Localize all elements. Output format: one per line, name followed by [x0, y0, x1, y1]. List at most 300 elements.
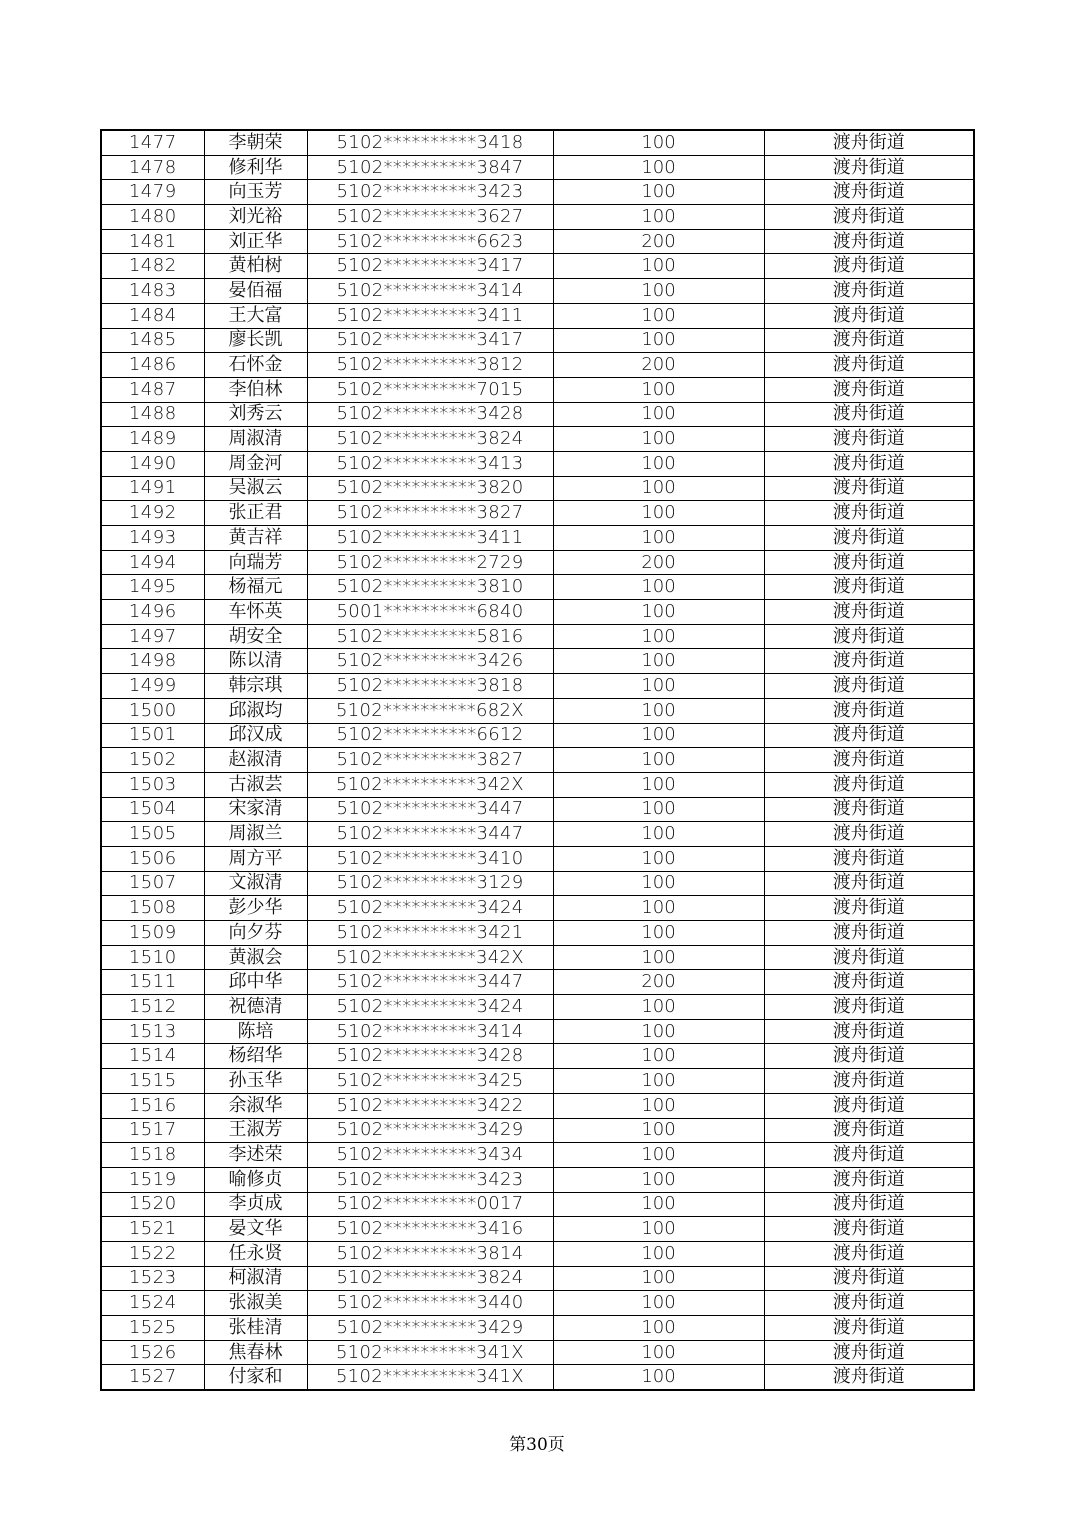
amount-cell: 100	[553, 1044, 764, 1069]
id-number-cell: 5102**********3414	[307, 1019, 553, 1044]
row-number-cell: 1522	[101, 1241, 204, 1266]
id-number-cell: 5102**********3447	[307, 822, 553, 847]
street-cell: 渡舟街道	[764, 377, 974, 402]
amount-cell: 100	[553, 1217, 764, 1242]
amount-cell: 100	[553, 1266, 764, 1291]
id-number-cell: 5102**********3812	[307, 353, 553, 378]
street-cell: 渡舟街道	[764, 1019, 974, 1044]
id-number-cell: 5102**********3820	[307, 476, 553, 501]
table-row	[101, 1118, 974, 1143]
street-cell: 渡舟街道	[764, 526, 974, 551]
row-number-cell: 1482	[101, 254, 204, 279]
street-cell: 渡舟街道	[764, 476, 974, 501]
name-cell: 胡安全	[204, 624, 307, 649]
id-number-cell: 5102**********3414	[307, 279, 553, 304]
id-number-cell: 5102**********3411	[307, 526, 553, 551]
row-number-cell: 1518	[101, 1143, 204, 1168]
name-cell: 韩宗琪	[204, 674, 307, 699]
id-number-cell: 5102**********341X	[307, 1365, 553, 1390]
id-number-cell: 5102**********3418	[307, 130, 553, 155]
id-number-cell: 5001**********6840	[307, 600, 553, 625]
table-row	[101, 205, 974, 230]
row-number-cell: 1499	[101, 674, 204, 699]
amount-cell: 100	[553, 377, 764, 402]
name-cell: 周淑清	[204, 427, 307, 452]
amount-cell: 100	[553, 575, 764, 600]
name-cell: 邱中华	[204, 970, 307, 995]
id-number-cell: 5102**********3824	[307, 427, 553, 452]
row-number-cell: 1486	[101, 353, 204, 378]
name-cell: 喻修贞	[204, 1167, 307, 1192]
name-cell: 任永贤	[204, 1241, 307, 1266]
id-number-cell: 5102**********6623	[307, 229, 553, 254]
table-row	[101, 229, 974, 254]
name-cell: 王淑芳	[204, 1118, 307, 1143]
amount-cell: 100	[553, 748, 764, 773]
street-cell: 渡舟街道	[764, 205, 974, 230]
row-number-cell: 1523	[101, 1266, 204, 1291]
row-number-cell: 1484	[101, 303, 204, 328]
amount-cell: 100	[553, 451, 764, 476]
id-number-cell: 5102**********3416	[307, 1217, 553, 1242]
table-row	[101, 451, 974, 476]
id-number-cell: 5102**********5816	[307, 624, 553, 649]
name-cell: 李述荣	[204, 1143, 307, 1168]
street-cell: 渡舟街道	[764, 575, 974, 600]
amount-cell: 100	[553, 155, 764, 180]
name-cell: 晏文华	[204, 1217, 307, 1242]
row-number-cell: 1487	[101, 377, 204, 402]
row-number-cell: 1489	[101, 427, 204, 452]
name-cell: 刘光裕	[204, 205, 307, 230]
id-number-cell: 5102**********3129	[307, 871, 553, 896]
table-row	[101, 1019, 974, 1044]
id-number-cell: 5102**********2729	[307, 550, 553, 575]
row-number-cell: 1483	[101, 279, 204, 304]
table-row	[101, 748, 974, 773]
name-cell: 吴淑云	[204, 476, 307, 501]
row-number-cell: 1524	[101, 1291, 204, 1316]
table-row	[101, 402, 974, 427]
street-cell: 渡舟街道	[764, 1316, 974, 1341]
table-row	[101, 1217, 974, 1242]
table-row	[101, 1316, 974, 1341]
street-cell: 渡舟街道	[764, 303, 974, 328]
name-cell: 张桂清	[204, 1316, 307, 1341]
row-number-cell: 1512	[101, 995, 204, 1020]
table-row	[101, 130, 974, 155]
row-number-cell: 1495	[101, 575, 204, 600]
id-number-cell: 5102**********3413	[307, 451, 553, 476]
row-number-cell: 1500	[101, 698, 204, 723]
table-row	[101, 501, 974, 526]
table-row	[101, 1291, 974, 1316]
street-cell: 渡舟街道	[764, 229, 974, 254]
street-cell: 渡舟街道	[764, 723, 974, 748]
name-cell: 周淑兰	[204, 822, 307, 847]
street-cell: 渡舟街道	[764, 1192, 974, 1217]
row-number-cell: 1478	[101, 155, 204, 180]
street-cell: 渡舟街道	[764, 279, 974, 304]
name-cell: 修利华	[204, 155, 307, 180]
table-row	[101, 353, 974, 378]
table-row	[101, 476, 974, 501]
street-cell: 渡舟街道	[764, 896, 974, 921]
table-row	[101, 674, 974, 699]
amount-cell: 100	[553, 501, 764, 526]
amount-cell: 100	[553, 698, 764, 723]
name-cell: 文淑清	[204, 871, 307, 896]
name-cell: 宋家清	[204, 797, 307, 822]
table-row	[101, 970, 974, 995]
row-number-cell: 1496	[101, 600, 204, 625]
row-number-cell: 1481	[101, 229, 204, 254]
table-row	[101, 624, 974, 649]
amount-cell: 100	[553, 303, 764, 328]
street-cell: 渡舟街道	[764, 871, 974, 896]
street-cell: 渡舟街道	[764, 846, 974, 871]
id-number-cell: 5102**********3422	[307, 1093, 553, 1118]
table-row	[101, 254, 974, 279]
name-cell: 向玉芳	[204, 180, 307, 205]
street-cell: 渡舟街道	[764, 1069, 974, 1094]
street-cell: 渡舟街道	[764, 1093, 974, 1118]
row-number-cell: 1480	[101, 205, 204, 230]
name-cell: 周方平	[204, 846, 307, 871]
amount-cell: 100	[553, 600, 764, 625]
table-row	[101, 155, 974, 180]
amount-cell: 200	[553, 550, 764, 575]
name-cell: 李贞成	[204, 1192, 307, 1217]
name-cell: 石怀金	[204, 353, 307, 378]
id-number-cell: 5102**********3417	[307, 328, 553, 353]
amount-cell: 100	[553, 1118, 764, 1143]
table-row	[101, 600, 974, 625]
street-cell: 渡舟街道	[764, 1217, 974, 1242]
table-row	[101, 1143, 974, 1168]
amount-cell: 100	[553, 1316, 764, 1341]
amount-cell: 100	[553, 624, 764, 649]
name-cell: 王大富	[204, 303, 307, 328]
row-number-cell: 1503	[101, 772, 204, 797]
id-number-cell: 5102**********3417	[307, 254, 553, 279]
row-number-cell: 1513	[101, 1019, 204, 1044]
name-cell: 赵淑清	[204, 748, 307, 773]
table-row	[101, 772, 974, 797]
table-row	[101, 550, 974, 575]
row-number-cell: 1517	[101, 1118, 204, 1143]
row-number-cell: 1514	[101, 1044, 204, 1069]
name-cell: 向瑞芳	[204, 550, 307, 575]
roster-table-body	[101, 130, 974, 1390]
id-number-cell: 5102**********3426	[307, 649, 553, 674]
row-number-cell: 1493	[101, 526, 204, 551]
table-row	[101, 180, 974, 205]
street-cell: 渡舟街道	[764, 1266, 974, 1291]
street-cell: 渡舟街道	[764, 945, 974, 970]
amount-cell: 100	[553, 130, 764, 155]
id-number-cell: 5102**********3434	[307, 1143, 553, 1168]
table-row	[101, 1365, 974, 1390]
street-cell: 渡舟街道	[764, 1291, 974, 1316]
id-number-cell: 5102**********682X	[307, 698, 553, 723]
amount-cell: 100	[553, 896, 764, 921]
amount-cell: 100	[553, 402, 764, 427]
amount-cell: 100	[553, 995, 764, 1020]
amount-cell: 100	[553, 476, 764, 501]
name-cell: 杨福元	[204, 575, 307, 600]
amount-cell: 100	[553, 945, 764, 970]
table-row	[101, 1069, 974, 1094]
street-cell: 渡舟街道	[764, 921, 974, 946]
street-cell: 渡舟街道	[764, 1143, 974, 1168]
row-number-cell: 1507	[101, 871, 204, 896]
row-number-cell: 1494	[101, 550, 204, 575]
id-number-cell: 5102**********3411	[307, 303, 553, 328]
amount-cell: 100	[553, 846, 764, 871]
amount-cell: 200	[553, 353, 764, 378]
amount-cell: 100	[553, 871, 764, 896]
name-cell: 李伯林	[204, 377, 307, 402]
table-row	[101, 303, 974, 328]
name-cell: 陈培	[204, 1019, 307, 1044]
name-cell: 付家和	[204, 1365, 307, 1390]
street-cell: 渡舟街道	[764, 797, 974, 822]
table-row	[101, 945, 974, 970]
name-cell: 祝德清	[204, 995, 307, 1020]
amount-cell: 100	[553, 772, 764, 797]
id-number-cell: 5102**********3428	[307, 1044, 553, 1069]
street-cell: 渡舟街道	[764, 748, 974, 773]
id-number-cell: 5102**********3423	[307, 180, 553, 205]
id-number-cell: 5102**********342X	[307, 772, 553, 797]
row-number-cell: 1479	[101, 180, 204, 205]
street-cell: 渡舟街道	[764, 600, 974, 625]
id-number-cell: 5102**********3810	[307, 575, 553, 600]
id-number-cell: 5102**********341X	[307, 1340, 553, 1365]
row-number-cell: 1521	[101, 1217, 204, 1242]
street-cell: 渡舟街道	[764, 353, 974, 378]
row-number-cell: 1515	[101, 1069, 204, 1094]
page-number: 第30页	[509, 1435, 565, 1455]
table-row	[101, 822, 974, 847]
row-number-cell: 1497	[101, 624, 204, 649]
name-cell: 张淑美	[204, 1291, 307, 1316]
name-cell: 彭少华	[204, 896, 307, 921]
street-cell: 渡舟街道	[764, 624, 974, 649]
street-cell: 渡舟街道	[764, 501, 974, 526]
table-row	[101, 921, 974, 946]
street-cell: 渡舟街道	[764, 970, 974, 995]
amount-cell: 200	[553, 229, 764, 254]
name-cell: 晏佰福	[204, 279, 307, 304]
amount-cell: 100	[553, 1192, 764, 1217]
name-cell: 黄柏树	[204, 254, 307, 279]
amount-cell: 100	[553, 1019, 764, 1044]
id-number-cell: 5102**********3423	[307, 1167, 553, 1192]
amount-cell: 100	[553, 1069, 764, 1094]
amount-cell: 100	[553, 1291, 764, 1316]
id-number-cell: 5102**********3440	[307, 1291, 553, 1316]
amount-cell: 100	[553, 180, 764, 205]
amount-cell: 100	[553, 279, 764, 304]
name-cell: 李朝荣	[204, 130, 307, 155]
amount-cell: 100	[553, 427, 764, 452]
street-cell: 渡舟街道	[764, 772, 974, 797]
row-number-cell: 1504	[101, 797, 204, 822]
street-cell: 渡舟街道	[764, 427, 974, 452]
row-number-cell: 1526	[101, 1340, 204, 1365]
table-row	[101, 723, 974, 748]
name-cell: 黄淑会	[204, 945, 307, 970]
id-number-cell: 5102**********3424	[307, 896, 553, 921]
id-number-cell: 5102**********342X	[307, 945, 553, 970]
amount-cell: 100	[553, 1167, 764, 1192]
amount-cell: 100	[553, 822, 764, 847]
amount-cell: 100	[553, 328, 764, 353]
table-row	[101, 896, 974, 921]
id-number-cell: 5102**********0017	[307, 1192, 553, 1217]
row-number-cell: 1505	[101, 822, 204, 847]
id-number-cell: 5102**********3627	[307, 205, 553, 230]
street-cell: 渡舟街道	[764, 1044, 974, 1069]
row-number-cell: 1491	[101, 476, 204, 501]
name-cell: 车怀英	[204, 600, 307, 625]
table-row	[101, 526, 974, 551]
amount-cell: 200	[553, 970, 764, 995]
street-cell: 渡舟街道	[764, 550, 974, 575]
name-cell: 邱淑均	[204, 698, 307, 723]
id-number-cell: 5102**********3818	[307, 674, 553, 699]
street-cell: 渡舟街道	[764, 1241, 974, 1266]
street-cell: 渡舟街道	[764, 1167, 974, 1192]
id-number-cell: 5102**********3827	[307, 748, 553, 773]
id-number-cell: 5102**********3429	[307, 1118, 553, 1143]
name-cell: 向夕芬	[204, 921, 307, 946]
id-number-cell: 5102**********3447	[307, 797, 553, 822]
table-row	[101, 377, 974, 402]
row-number-cell: 1502	[101, 748, 204, 773]
table-row	[101, 846, 974, 871]
id-number-cell: 5102**********3824	[307, 1266, 553, 1291]
table-row	[101, 649, 974, 674]
amount-cell: 100	[553, 723, 764, 748]
row-number-cell: 1492	[101, 501, 204, 526]
row-number-cell: 1498	[101, 649, 204, 674]
street-cell: 渡舟街道	[764, 822, 974, 847]
name-cell: 廖长凯	[204, 328, 307, 353]
row-number-cell: 1525	[101, 1316, 204, 1341]
amount-cell: 100	[553, 1365, 764, 1390]
street-cell: 渡舟街道	[764, 328, 974, 353]
street-cell: 渡舟街道	[764, 995, 974, 1020]
row-number-cell: 1506	[101, 846, 204, 871]
row-number-cell: 1509	[101, 921, 204, 946]
amount-cell: 100	[553, 649, 764, 674]
row-number-cell: 1477	[101, 130, 204, 155]
name-cell: 刘正华	[204, 229, 307, 254]
amount-cell: 100	[553, 674, 764, 699]
row-number-cell: 1485	[101, 328, 204, 353]
row-number-cell: 1510	[101, 945, 204, 970]
street-cell: 渡舟街道	[764, 155, 974, 180]
row-number-cell: 1488	[101, 402, 204, 427]
name-cell: 张正君	[204, 501, 307, 526]
table-row	[101, 1266, 974, 1291]
table-row	[101, 279, 974, 304]
row-number-cell: 1527	[101, 1365, 204, 1390]
name-cell: 柯淑清	[204, 1266, 307, 1291]
table-row	[101, 427, 974, 452]
name-cell: 古淑芸	[204, 772, 307, 797]
id-number-cell: 5102**********3425	[307, 1069, 553, 1094]
row-number-cell: 1511	[101, 970, 204, 995]
id-number-cell: 5102**********7015	[307, 377, 553, 402]
amount-cell: 100	[553, 797, 764, 822]
name-cell: 黄吉祥	[204, 526, 307, 551]
id-number-cell: 5102**********3428	[307, 402, 553, 427]
street-cell: 渡舟街道	[764, 649, 974, 674]
id-number-cell: 5102**********6612	[307, 723, 553, 748]
street-cell: 渡舟街道	[764, 674, 974, 699]
table-row	[101, 1192, 974, 1217]
id-number-cell: 5102**********3814	[307, 1241, 553, 1266]
table-row	[101, 1167, 974, 1192]
table-row	[101, 1241, 974, 1266]
name-cell: 周金河	[204, 451, 307, 476]
street-cell: 渡舟街道	[764, 1365, 974, 1390]
street-cell: 渡舟街道	[764, 130, 974, 155]
row-number-cell: 1490	[101, 451, 204, 476]
row-number-cell: 1501	[101, 723, 204, 748]
street-cell: 渡舟街道	[764, 1118, 974, 1143]
table-row	[101, 871, 974, 896]
name-cell: 邱汉成	[204, 723, 307, 748]
name-cell: 孙玉华	[204, 1069, 307, 1094]
table-row	[101, 575, 974, 600]
id-number-cell: 5102**********3424	[307, 995, 553, 1020]
id-number-cell: 5102**********3447	[307, 970, 553, 995]
amount-cell: 100	[553, 1340, 764, 1365]
id-number-cell: 5102**********3847	[307, 155, 553, 180]
table-row	[101, 1093, 974, 1118]
name-cell: 陈以清	[204, 649, 307, 674]
id-number-cell: 5102**********3429	[307, 1316, 553, 1341]
amount-cell: 100	[553, 254, 764, 279]
table-row	[101, 328, 974, 353]
row-number-cell: 1520	[101, 1192, 204, 1217]
street-cell: 渡舟街道	[764, 180, 974, 205]
table-row	[101, 698, 974, 723]
table-row	[101, 1340, 974, 1365]
street-cell: 渡舟街道	[764, 698, 974, 723]
name-cell: 刘秀云	[204, 402, 307, 427]
table-row	[101, 797, 974, 822]
table-row	[101, 1044, 974, 1069]
row-number-cell: 1508	[101, 896, 204, 921]
amount-cell: 100	[553, 205, 764, 230]
name-cell: 杨绍华	[204, 1044, 307, 1069]
id-number-cell: 5102**********3421	[307, 921, 553, 946]
name-cell: 余淑华	[204, 1093, 307, 1118]
name-cell: 焦春林	[204, 1340, 307, 1365]
amount-cell: 100	[553, 526, 764, 551]
row-number-cell: 1519	[101, 1167, 204, 1192]
street-cell: 渡舟街道	[764, 402, 974, 427]
roster-table	[100, 129, 975, 1391]
street-cell: 渡舟街道	[764, 451, 974, 476]
amount-cell: 100	[553, 921, 764, 946]
